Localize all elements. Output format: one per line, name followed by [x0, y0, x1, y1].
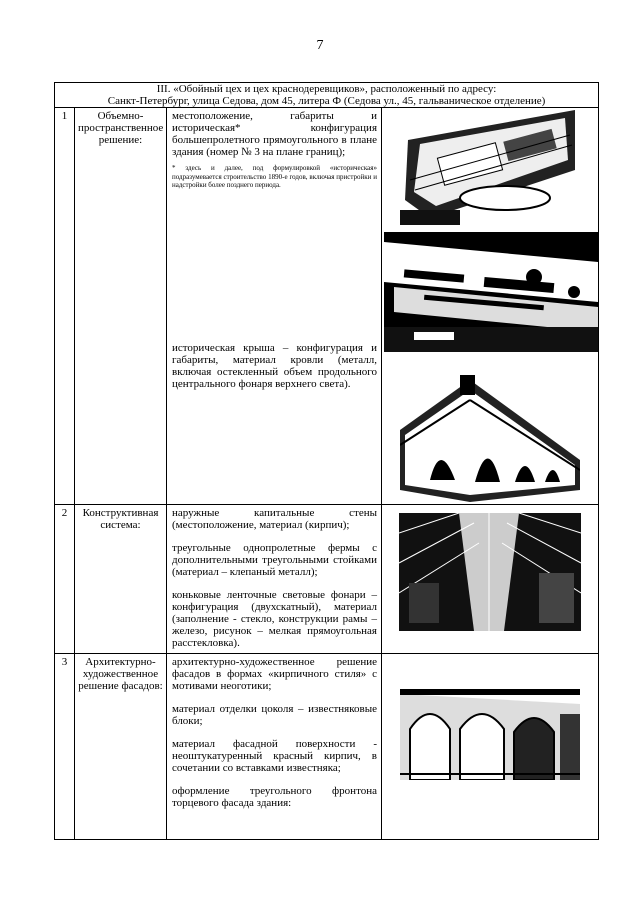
description-paragraph: материал отделки цоколя – известняковые блоки;: [172, 703, 377, 727]
protection-subjects-table: [54, 82, 599, 840]
description-paragraph: наружные капитальные стены (местоположение, материал (кирпич);: [172, 507, 377, 531]
row-description: [167, 505, 382, 654]
row-images: [382, 505, 599, 654]
aerial-photo-2: [384, 232, 598, 352]
row-number: 3: [55, 654, 75, 840]
row-name: Объемно-пространственное решение:: [75, 108, 167, 505]
facade-photo: [400, 674, 580, 780]
description-paragraph: местоположение, габариты и историческая* конфигурация большепролетного прямоугольного в плане здания (номер № 3 на плане границ);: [172, 110, 377, 158]
section-title: [55, 83, 599, 108]
row-description: [167, 654, 382, 840]
table-row: [55, 505, 599, 654]
row-number: 1: [55, 108, 75, 505]
section-title-line1: III. «Обойный цех и цех краснодеревщиков», расположенный по адресу:: [156, 83, 497, 95]
description-paragraph: материал фасадной поверхности - неоштукатуренный красный кирпич, в сочетании со вставками известняка;: [172, 738, 377, 774]
description-paragraph: коньковые ленточные световые фонари – конфигурация (двухскатный), материал (заполнение - стекло, конструкции рамы – железо, рисунок – мелкая прямоугольная расстекловка).: [172, 589, 377, 649]
row-images: [382, 654, 599, 840]
section-title-line2: Санкт-Петербург, улица Седова, дом 45, литера Ф (Седова ул., 45, гальваническое отделение): [107, 95, 546, 107]
description-paragraph: архитектурно-художественное решение фасадов в формах «кирпичного стиля» с мотивами неоготики;: [172, 656, 377, 692]
row-description: [167, 108, 382, 505]
description-paragraph: историческая крыша – конфигурация и габариты, материал кровли (металл, включая остекленный объем продольного центрального фонаря верхнего света).: [172, 341, 377, 390]
building-corner-photo: [400, 370, 580, 502]
row-images: [382, 108, 599, 505]
row-name: Архитектурно-художественное решение фасадов:: [75, 654, 167, 840]
description-paragraph: треугольные однопролетные фермы с дополнительными треугольными стойками (материал – клепаный металл);: [172, 542, 377, 578]
row-number: 2: [55, 505, 75, 654]
section-header-row: [55, 83, 599, 108]
table-row: [55, 654, 599, 840]
page-number: 7: [316, 38, 324, 53]
footnote: * здесь и далее, под формулировкой «историческая» подразумевается строительство 1890-е годов, включая пристройки и надстройки более позднего периода.: [172, 164, 377, 189]
aerial-photo-1: [400, 110, 580, 225]
row-name: Конструктивная система:: [75, 505, 167, 654]
description-paragraph: оформление треугольного фронтона торцевого фасада здания:: [172, 785, 377, 809]
roof-trusses-photo: [399, 513, 581, 631]
table-row: [55, 108, 599, 505]
